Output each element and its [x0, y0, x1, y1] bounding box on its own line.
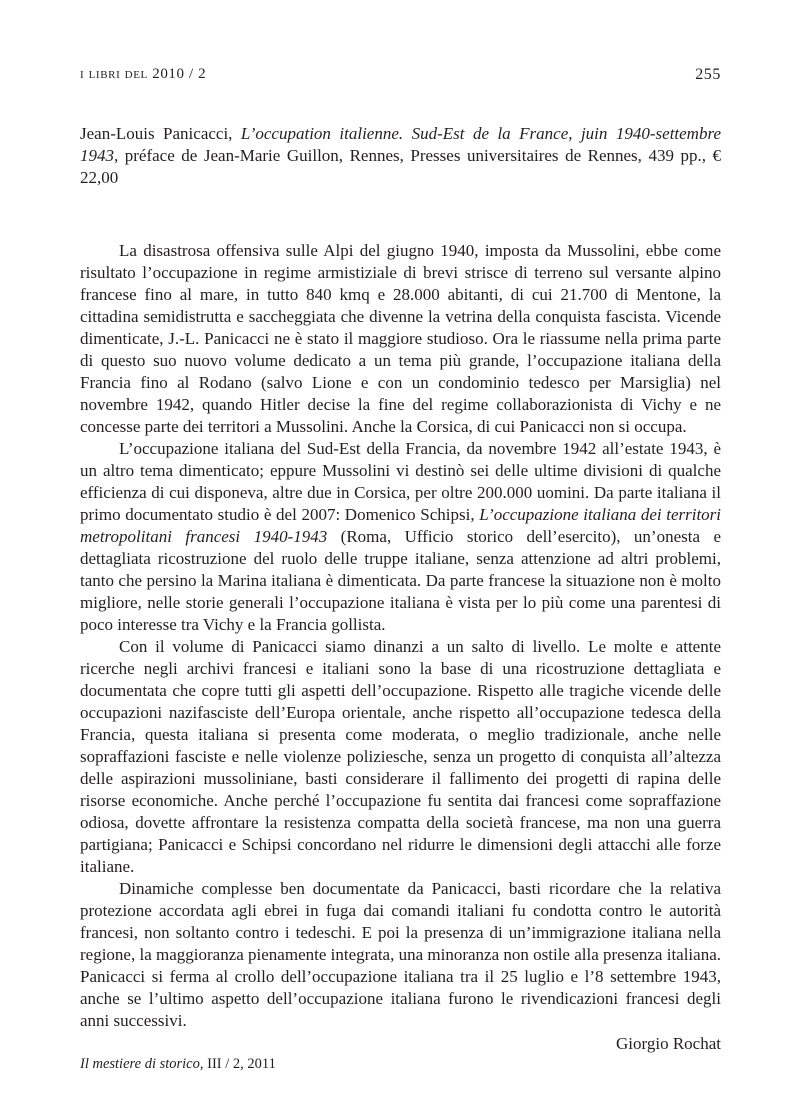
- running-head: [80, 66, 721, 88]
- journal-name: Il mestiere di storico: [80, 1056, 200, 1072]
- review-paragraph: Dinamiche complesse ben documentate da Panicacci, basti ricordare che la relativa protezione accordata agli ebrei in fuga dai comandi italiani fu condotta contro le autorità francesi, non soltanto contro i tedeschi. E poi la presenza di un’immigrazione italiana nella regione, la maggioranza pienamente integrata, una minoranza non ostile alla presenza italiana. Panicacci si ferma al crollo dell’occupazione italiana tra il 25 luglio e l’8 settembre 1943, anche se l’ultimo aspetto dell’occupazione italiana furono le rivendicazioni francesi degli anni successivi.: [80, 879, 721, 1030]
- page-footer: [80, 1056, 276, 1073]
- citation-title: L’occupation italienne. Sud-Est de la France, juin 1940-settembre 1943: [80, 124, 721, 165]
- citation-author: Jean-Louis Panicacci,: [80, 124, 241, 143]
- reviewer-signature: Giorgio Rochat: [616, 1034, 721, 1053]
- review-paragraph: Con il volume di Panicacci siamo dinanzi a un salto di livello. Le molte e attente ricerche negli archivi francesi e italiani sono la base di una ricostruzione dettagliata e documentata che copre tutti gli aspetti dell’occupazione. Rispetto alle tragiche vicende delle occupazioni nazifasciste dell’Europa orientale, anche rispetto all’occupazione tedesca della Francia, questa italiana si presenta come moderata, o meglio tradizionale, anche nelle sopraffazioni fasciste e nelle violenze poliziesche, senza un progetto di conquista all’altezza delle aspirazioni mussoliniane, basti considerare il fallimento dei progetti di rapina delle risorse economiche. Anche perché l’occupazione fu sentita dai francesi come sopraffazione odiosa, dovette affrontare la resistenza compatta della società francese, ma non una guerra partigiana; Panicacci e Schipsi concordano nel ridurre le dimensioni degli attacchi alle forze italiane.: [80, 637, 721, 876]
- journal-page: [80, 0, 721, 1120]
- running-title: i libri del 2010 / 2: [80, 66, 207, 82]
- review-paragraph: La disastrosa offensiva sulle Alpi del giugno 1940, imposta da Mussolini, ebbe come risultato l’occupazione in regime armistiziale di brevi strisce di terreno sul versante alpino francese fino al mare, in tutto 840 kmq e 28.000 abitanti, di cui 21.700 di Mentone, la cittadina semidistrutta e saccheggiata che divenne la vetrina della conquista fascista. Vicende dimenticate, J.-L. Panicacci ne è stato il maggiore studioso. Ora le riassume nella prima parte di questo suo nuovo volume dedicato a un tema più grande, l’occupazione italiana della Francia fino al Rodano (salvo Lione e con un condominio tedesco per Marsiglia) nel novembre 1942, quando Hitler decise la fine del regime collaborazionista di Vichy e ne concesse parte dei territori a Mussolini. Anche la Corsica, di cui Panicacci non si occupa.: [80, 241, 721, 436]
- book-citation: [80, 123, 721, 189]
- citation-details: , préface de Jean-Marie Guillon, Rennes, Presses universitaires de Rennes, 439 pp., € 22,00: [80, 146, 721, 187]
- review-text: [80, 240, 721, 1055]
- cited-work-title: L’occupazione italiana dei territori metropolitani francesi 1940-1943: [80, 505, 722, 546]
- journal-issue: , III / 2, 2011: [199, 1056, 276, 1072]
- review-paragraph: [80, 438, 721, 636]
- paragraph-text: (Roma, Ufficio storico dell’esercito), un’onesta e dettagliata ricostruzione del ruolo delle truppe italiane, senza attenzione ad altri problemi, tanto che persino la Marina italiana è dimenticata. Da parte francese la situazione non è molto migliore, nelle storie generali l’occupazione italiana è vista per lo più come una parentesi di poco interesse tra Vichy e la Francia gollista.: [80, 527, 721, 634]
- paragraph-text: L’occupazione italiana del Sud-Est della Francia, da novembre 1942 all’estate 1943, è un altro tema dimenticato; eppure Mussolini vi destinò sei delle ultime divisioni di qualche efficienza di cui disponeva, altre due in Corsica, per oltre 200.000 uomini. Da parte italiana il primo documentato studio è del 2007: Domenico Schipsi,: [80, 439, 721, 524]
- page-number: 255: [695, 66, 721, 83]
